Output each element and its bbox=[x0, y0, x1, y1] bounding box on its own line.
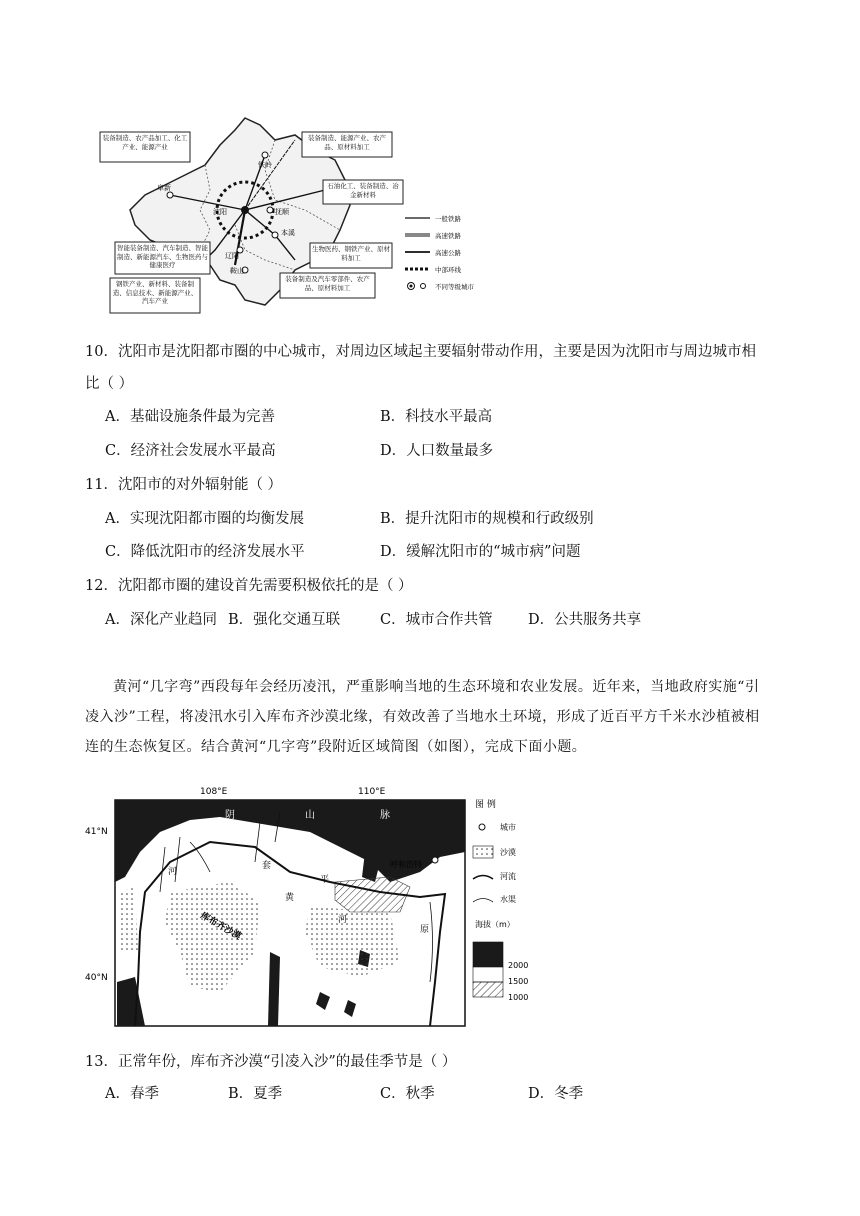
q13-option-d[interactable]: D．冬季 bbox=[528, 1086, 584, 1102]
q11-option-c[interactable]: C．降低沈阳市的经济发展水平 bbox=[105, 544, 305, 560]
svg-text:平: 平 bbox=[320, 875, 330, 885]
industry-box-liaoyang: 装备制造及汽车零部件、农产品、原材料加工 bbox=[280, 273, 375, 298]
q10-option-b[interactable]: B．科技水平最高 bbox=[380, 409, 493, 425]
svg-text:图 例: 图 例 bbox=[475, 800, 496, 810]
svg-text:阴: 阴 bbox=[225, 810, 235, 821]
kubuqi-desert-label: 库布齐沙漠 bbox=[198, 910, 243, 943]
industry-box-anshan: 钢铁产业、新材料、装备制造、信息技术、新能源产业、汽车产业 bbox=[110, 278, 200, 313]
q10-option-a[interactable]: A．基础设施条件最为完善 bbox=[105, 409, 275, 425]
map1-legend bbox=[405, 214, 475, 291]
svg-text:不同等级城市: 不同等级城市 bbox=[435, 283, 474, 291]
svg-text:山: 山 bbox=[305, 810, 315, 821]
map2-legend bbox=[473, 798, 528, 1002]
industry-box-benxi: 生物医药、钢铁产业、原材料加工 bbox=[310, 243, 392, 268]
industry-box-shenyang: 智能装备制造、汽车制造、智能制造、新能源汽车、生物医药与健康医疗 bbox=[115, 242, 210, 274]
svg-text:海拔（m）: 海拔（m） bbox=[475, 920, 515, 929]
svg-text:高速铁路: 高速铁路 bbox=[435, 232, 461, 240]
svg-text:原: 原 bbox=[420, 925, 430, 935]
svg-text:1000: 1000 bbox=[508, 993, 529, 1002]
passage bbox=[85, 672, 775, 762]
industry-box-fushun: 石油化工、装备制造、冶金新材料 bbox=[323, 180, 403, 204]
shenyang-metro-map bbox=[95, 110, 485, 320]
q13-option-b[interactable]: B．夏季 bbox=[228, 1086, 283, 1102]
svg-text:2000: 2000 bbox=[508, 961, 529, 970]
question-10: 10．沈阳市是沈阳都市圈的中心城市，对周边区域起主要辐射带动作用，主要是因为沈阳市与周边城市相 bbox=[85, 344, 756, 360]
q10-option-c[interactable]: C．经济社会发展水平最高 bbox=[105, 443, 276, 459]
passage-line-1: 黄河“几字弯”西段每年会经历凌汛，严重影响当地的生态环境和农业发展。近年来，当地政府实施“引 bbox=[113, 679, 760, 695]
industry-box-fuxin: 装备制造、农产品加工、化工产业、能源产业 bbox=[100, 132, 190, 162]
svg-text:黄: 黄 bbox=[285, 893, 295, 903]
question-13: 13．正常年份，库布齐沙漠“引凌入沙”的最佳季节是（ ） bbox=[85, 1054, 457, 1070]
svg-text:一般铁路: 一般铁路 bbox=[435, 215, 461, 223]
lon-110: 110°E bbox=[358, 787, 386, 797]
question-11: 11．沈阳市的对外辐射能（ ） bbox=[85, 477, 283, 493]
city-fuxin: 阜新 bbox=[157, 184, 171, 192]
q12-option-c[interactable]: C．城市合作共管 bbox=[380, 612, 493, 628]
question-10-cont: 比（ ） bbox=[85, 376, 134, 392]
q11-option-a[interactable]: A．实现沈阳都市圈的均衡发展 bbox=[105, 511, 304, 527]
svg-text:沙漠: 沙漠 bbox=[500, 848, 516, 857]
q12-option-d[interactable]: D．公共服务共享 bbox=[528, 612, 642, 628]
city-shenyang: 沈阳 bbox=[213, 208, 227, 216]
city-tieling: 铁岭 bbox=[258, 161, 272, 169]
city-fushun: 抚顺 bbox=[275, 208, 289, 216]
city-anshan: 鞍山 bbox=[230, 267, 244, 275]
svg-text:河流: 河流 bbox=[500, 872, 516, 881]
svg-text:河: 河 bbox=[168, 867, 178, 877]
svg-text:河: 河 bbox=[338, 915, 348, 925]
q11-option-b[interactable]: B．提升沈阳市的规模和行政级别 bbox=[380, 511, 594, 527]
question-12: 12．沈阳都市圈的建设首先需要积极依托的是（ ） bbox=[85, 578, 413, 594]
hohhot-label: 呼和浩特 bbox=[390, 860, 422, 869]
svg-text:高速公路: 高速公路 bbox=[435, 249, 461, 257]
yellow-river-bend-map bbox=[80, 782, 540, 1032]
lon-108: 108°E bbox=[200, 787, 228, 797]
passage-line-3: 连的生态恢复区。结合黄河“几字弯”段附近区域简图（如图），完成下面小题。 bbox=[85, 739, 587, 755]
q13-option-c[interactable]: C．秋季 bbox=[380, 1086, 435, 1102]
q12-option-a[interactable]: A．深化产业趋同 bbox=[105, 612, 217, 628]
q13-option-a[interactable]: A．春季 bbox=[105, 1086, 159, 1102]
lat-41: 41°N bbox=[85, 827, 108, 837]
lat-40: 40°N bbox=[85, 973, 108, 983]
city-shenyang-dot bbox=[241, 206, 249, 214]
svg-text:套: 套 bbox=[262, 861, 272, 871]
q10-option-d[interactable]: D．人口数量最多 bbox=[380, 443, 494, 459]
city-benxi: 本溪 bbox=[281, 229, 295, 237]
svg-text:中部环线: 中部环线 bbox=[435, 266, 461, 274]
passage-line-2: 凌入沙”工程，将凌汛水引入库布齐沙漠北缘，有效改善了当地水土环境，形成了近百平方千米水沙植被相 bbox=[85, 709, 760, 725]
svg-text:脉: 脉 bbox=[380, 810, 390, 821]
svg-text:1500: 1500 bbox=[508, 977, 529, 986]
city-liaoyang: 辽阳 bbox=[225, 252, 239, 260]
svg-text:城市: 城市 bbox=[500, 823, 516, 832]
svg-text:水渠: 水渠 bbox=[500, 895, 516, 904]
q12-option-b[interactable]: B．强化交通互联 bbox=[228, 612, 341, 628]
industry-box-tieling: 装备制造、能源产业、农产品、原材料加工 bbox=[302, 132, 392, 157]
q11-option-d[interactable]: D．缓解沈阳市的“城市病”问题 bbox=[380, 544, 581, 560]
